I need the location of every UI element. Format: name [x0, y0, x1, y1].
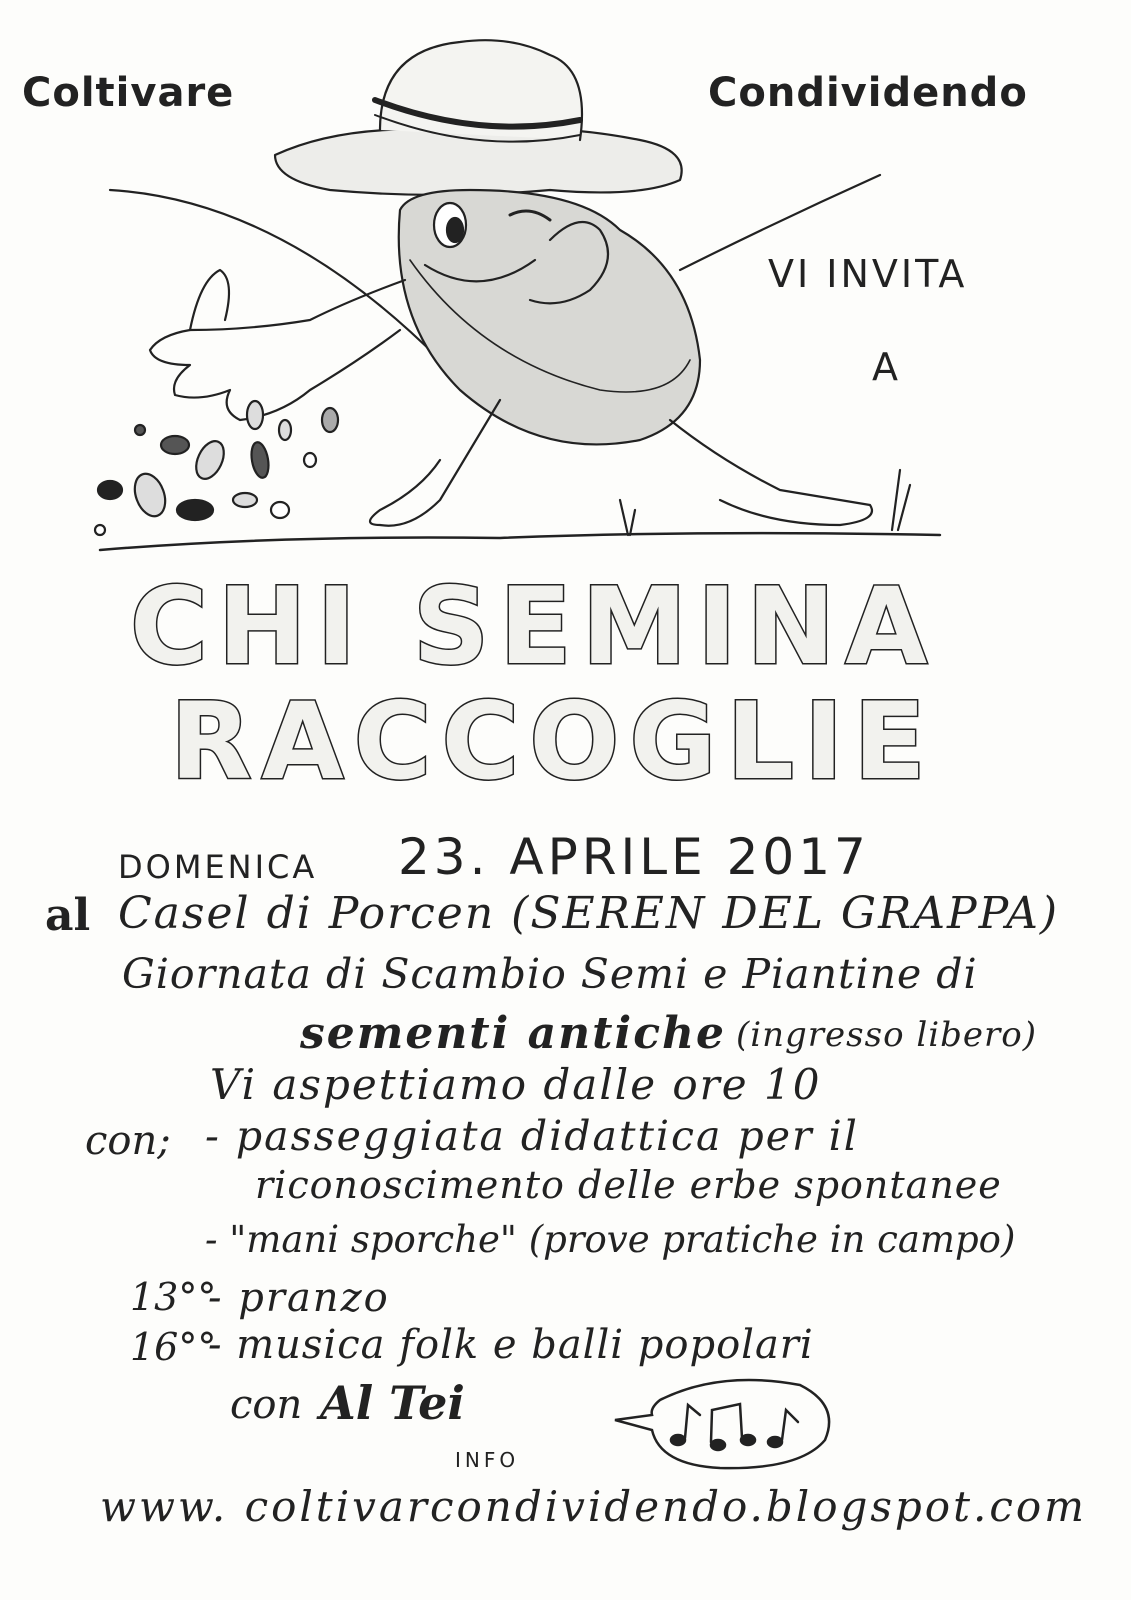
org-name-left: Coltivare	[22, 70, 235, 116]
title-line-1: CHI SEMINA	[130, 565, 938, 688]
band-name: Al Tei	[320, 1376, 465, 1430]
event-place: Casel di Porcen (SEREN DEL GRAPPA)	[118, 888, 1060, 939]
schedule-text-2: - musica folk e balli popolari	[208, 1322, 814, 1368]
program-item-2: - "mani sporche" (prove pratiche in campo)	[205, 1218, 1016, 1261]
entry-note: (ingresso libero)	[736, 1015, 1037, 1055]
opening-time: Vi aspettiamo dalle ore 10	[210, 1060, 822, 1109]
title-line-2: RACCOGLIE	[170, 680, 936, 803]
program-item-1-cont: riconoscimento delle erbe spontanee	[255, 1163, 1002, 1207]
org-name-right: Condividendo	[708, 70, 1028, 116]
program-item-1: - passeggiata didattica per il	[205, 1112, 859, 1160]
place-prefix: al	[45, 890, 91, 941]
event-day: DOMENICA	[118, 848, 318, 886]
schedule-text-1: - pranzo	[208, 1275, 390, 1321]
event-description-2: sementi antiche	[300, 1008, 726, 1059]
event-date: 23. APRILE 2017	[398, 828, 870, 886]
invite-text: VI INVITA	[768, 252, 968, 296]
band-prefix: con	[230, 1382, 303, 1428]
music-notes-icon	[600, 1370, 840, 1480]
program-prefix: con;	[85, 1118, 171, 1164]
invite-text-a: A	[872, 345, 901, 389]
schedule-time-1: 13°°	[130, 1275, 217, 1319]
info-label: INFO	[455, 1448, 520, 1472]
schedule-time-2: 16°°	[130, 1325, 217, 1369]
event-description-1: Giornata di Scambio Semi e Piantine di	[122, 950, 978, 998]
website-link[interactable]: www. coltivarcondividendo.blogspot.com	[100, 1482, 1087, 1531]
